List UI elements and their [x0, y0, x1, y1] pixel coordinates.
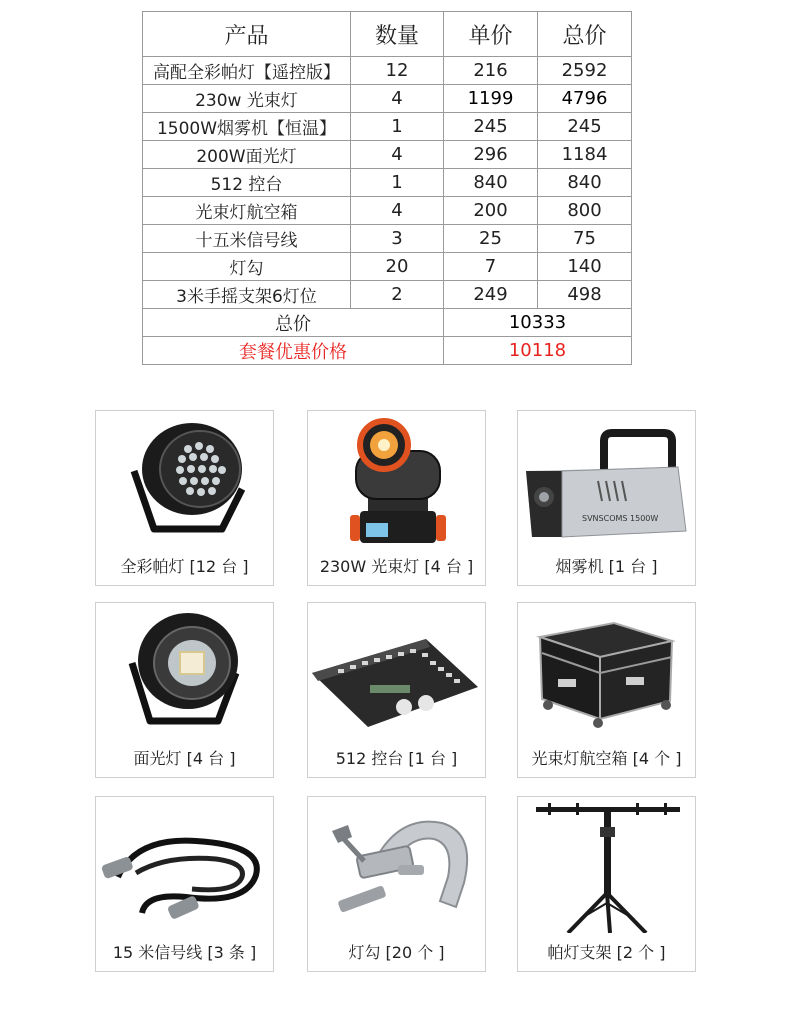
cell-total: 840 — [538, 169, 632, 197]
table-row — [143, 169, 632, 197]
table-row — [143, 85, 632, 113]
cell-product: 光束灯航空箱 — [143, 197, 351, 225]
cell-product: 十五米信号线 — [143, 225, 351, 253]
cell-unit: 245 — [444, 113, 538, 141]
table-row — [143, 253, 632, 281]
total-label: 总价 — [143, 309, 444, 337]
cell-product: 灯勾 — [143, 253, 351, 281]
cell-product: 200W面光灯 — [143, 141, 351, 169]
cell-qty: 1 — [351, 169, 444, 197]
promo-value: 10118 — [444, 337, 632, 365]
table-row — [143, 141, 632, 169]
cob-light-icon — [96, 603, 273, 739]
product-card-tripod-stand — [517, 796, 696, 972]
flight-case-icon — [518, 603, 695, 739]
cell-unit: 1199 — [444, 85, 538, 113]
dmx-console-icon — [308, 603, 485, 739]
cell-total: 140 — [538, 253, 632, 281]
product-card-par-light — [95, 410, 274, 586]
cell-qty: 1 — [351, 113, 444, 141]
clamp-hook-icon — [308, 797, 485, 933]
header-quantity: 数量 — [351, 12, 444, 57]
cell-total: 75 — [538, 225, 632, 253]
cell-product: 高配全彩帕灯【遥控版】 — [143, 57, 351, 85]
cell-qty: 12 — [351, 57, 444, 85]
product-caption: 面光灯 [4 台 ] — [133, 749, 236, 768]
promo-row — [143, 337, 632, 365]
product-caption: 灯勾 [20 个 ] — [348, 943, 445, 962]
cell-total: 498 — [538, 281, 632, 309]
product-caption: 烟雾机 [1 台 ] — [555, 557, 658, 576]
cell-unit: 840 — [444, 169, 538, 197]
product-card-cob-light — [95, 602, 274, 778]
cell-unit: 200 — [444, 197, 538, 225]
table-header-row — [143, 12, 632, 57]
product-card-dmx-console — [307, 602, 486, 778]
cell-total: 800 — [538, 197, 632, 225]
table-row — [143, 197, 632, 225]
product-caption: 光束灯航空箱 [4 个 ] — [531, 749, 682, 768]
cell-product: 1500W烟雾机【恒温】 — [143, 113, 351, 141]
header-product: 产品 — [143, 12, 351, 57]
cell-unit: 296 — [444, 141, 538, 169]
promo-label: 套餐优惠价格 — [143, 337, 444, 365]
cell-qty: 4 — [351, 85, 444, 113]
table-row — [143, 225, 632, 253]
par-light-icon — [96, 411, 273, 547]
product-caption: 15 米信号线 [3 条 ] — [112, 943, 257, 962]
cell-total: 1184 — [538, 141, 632, 169]
table-row — [143, 113, 632, 141]
product-card-cable — [95, 796, 274, 972]
total-row — [143, 309, 632, 337]
product-caption: 帕灯支架 [2 个 ] — [547, 943, 666, 962]
cell-product: 230w 光束灯 — [143, 85, 351, 113]
cell-total: 4796 — [538, 85, 632, 113]
product-card-fog-machine — [517, 410, 696, 586]
cell-unit: 216 — [444, 57, 538, 85]
cell-total: 2592 — [538, 57, 632, 85]
table-row — [143, 57, 632, 85]
cable-icon — [96, 797, 273, 933]
product-caption: 512 控台 [1 台 ] — [335, 749, 458, 768]
product-caption: 全彩帕灯 [12 台 ] — [120, 557, 249, 576]
price-table — [142, 11, 632, 365]
product-caption: 230W 光束灯 [4 台 ] — [319, 557, 474, 576]
cell-qty: 20 — [351, 253, 444, 281]
product-card-moving-head — [307, 410, 486, 586]
header-total-price: 总价 — [538, 12, 632, 57]
tripod-stand-icon — [518, 797, 695, 933]
cell-qty: 3 — [351, 225, 444, 253]
cell-qty: 2 — [351, 281, 444, 309]
fog-machine-icon — [518, 411, 695, 547]
total-value: 10333 — [444, 309, 632, 337]
moving-head-icon — [308, 411, 485, 547]
cell-unit: 7 — [444, 253, 538, 281]
svg-text:SVNSCOMS 1500W: SVNSCOMS 1500W — [582, 514, 659, 523]
cell-unit: 25 — [444, 225, 538, 253]
product-card-flight-case — [517, 602, 696, 778]
cell-total: 245 — [538, 113, 632, 141]
header-unit-price: 单价 — [444, 12, 538, 57]
cell-product: 512 控台 — [143, 169, 351, 197]
cell-qty: 4 — [351, 141, 444, 169]
cell-unit: 249 — [444, 281, 538, 309]
product-card-clamp-hook — [307, 796, 486, 972]
cell-qty: 4 — [351, 197, 444, 225]
table-row — [143, 281, 632, 309]
cell-product: 3米手摇支架6灯位 — [143, 281, 351, 309]
